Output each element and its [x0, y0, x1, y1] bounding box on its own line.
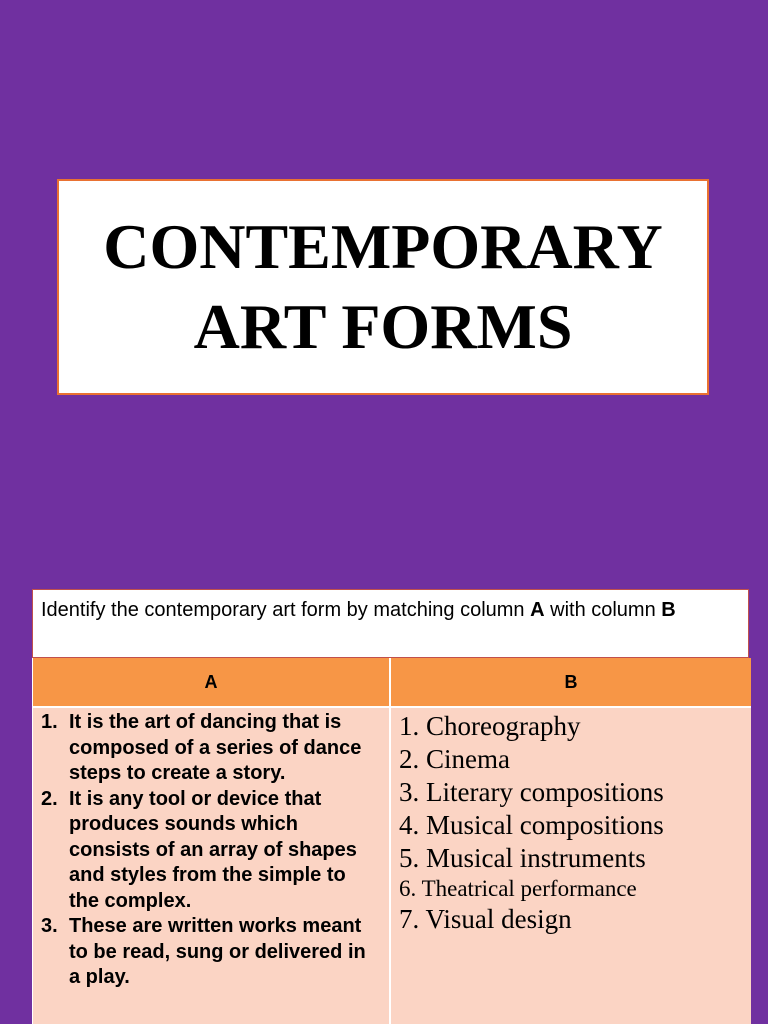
instruction-box — [32, 589, 749, 658]
list-item-b-1: 1. Choreography — [399, 711, 581, 741]
instruction-column-a: A — [530, 599, 545, 621]
table-body-row — [33, 708, 751, 1024]
item-text: It is the art of dancing that is composed of a series of dance steps to create a story. — [69, 711, 362, 784]
title-line-1: CONTEMPORARY — [103, 211, 663, 282]
instruction-text-2: with column — [544, 599, 662, 621]
list-item-a-1 — [41, 710, 381, 787]
column-a-cell — [33, 708, 391, 1024]
instruction-column-b: B — [661, 599, 676, 621]
list-item-b-4: 4. Musical compositions — [399, 810, 664, 840]
title-box — [57, 179, 709, 395]
list-item-b-7: 7. Visual design — [399, 904, 572, 934]
header-a: A — [33, 658, 391, 706]
item-text: These are written works meant to be read, sung or delivered in a play. — [69, 915, 366, 988]
item-number: 2. — [41, 787, 58, 810]
header-b: B — [564, 671, 578, 692]
title-line-2: ART FORMS — [193, 291, 573, 362]
table-header-row — [33, 658, 751, 708]
item-number: 1. — [41, 711, 58, 733]
list-item-b-5: 5. Musical instruments — [399, 843, 646, 873]
matching-table — [32, 658, 751, 1024]
list-item-b-2: 2. Cinema — [399, 744, 510, 774]
instruction-text: Identify the contemporary art form by matching column — [41, 599, 531, 621]
item-text: It is any tool or device that produces sounds which consists of an array of shapes and styles from the simple to the complex. — [69, 787, 357, 912]
list-item-a-2 — [41, 787, 381, 915]
item-number: 3. — [41, 915, 58, 937]
list-item-b-6: 6. Theatrical performance — [399, 876, 637, 901]
list-item-a-3 — [41, 914, 381, 991]
list-item-b-3: 3. Literary compositions — [399, 777, 664, 807]
column-b-cell — [391, 708, 751, 1024]
